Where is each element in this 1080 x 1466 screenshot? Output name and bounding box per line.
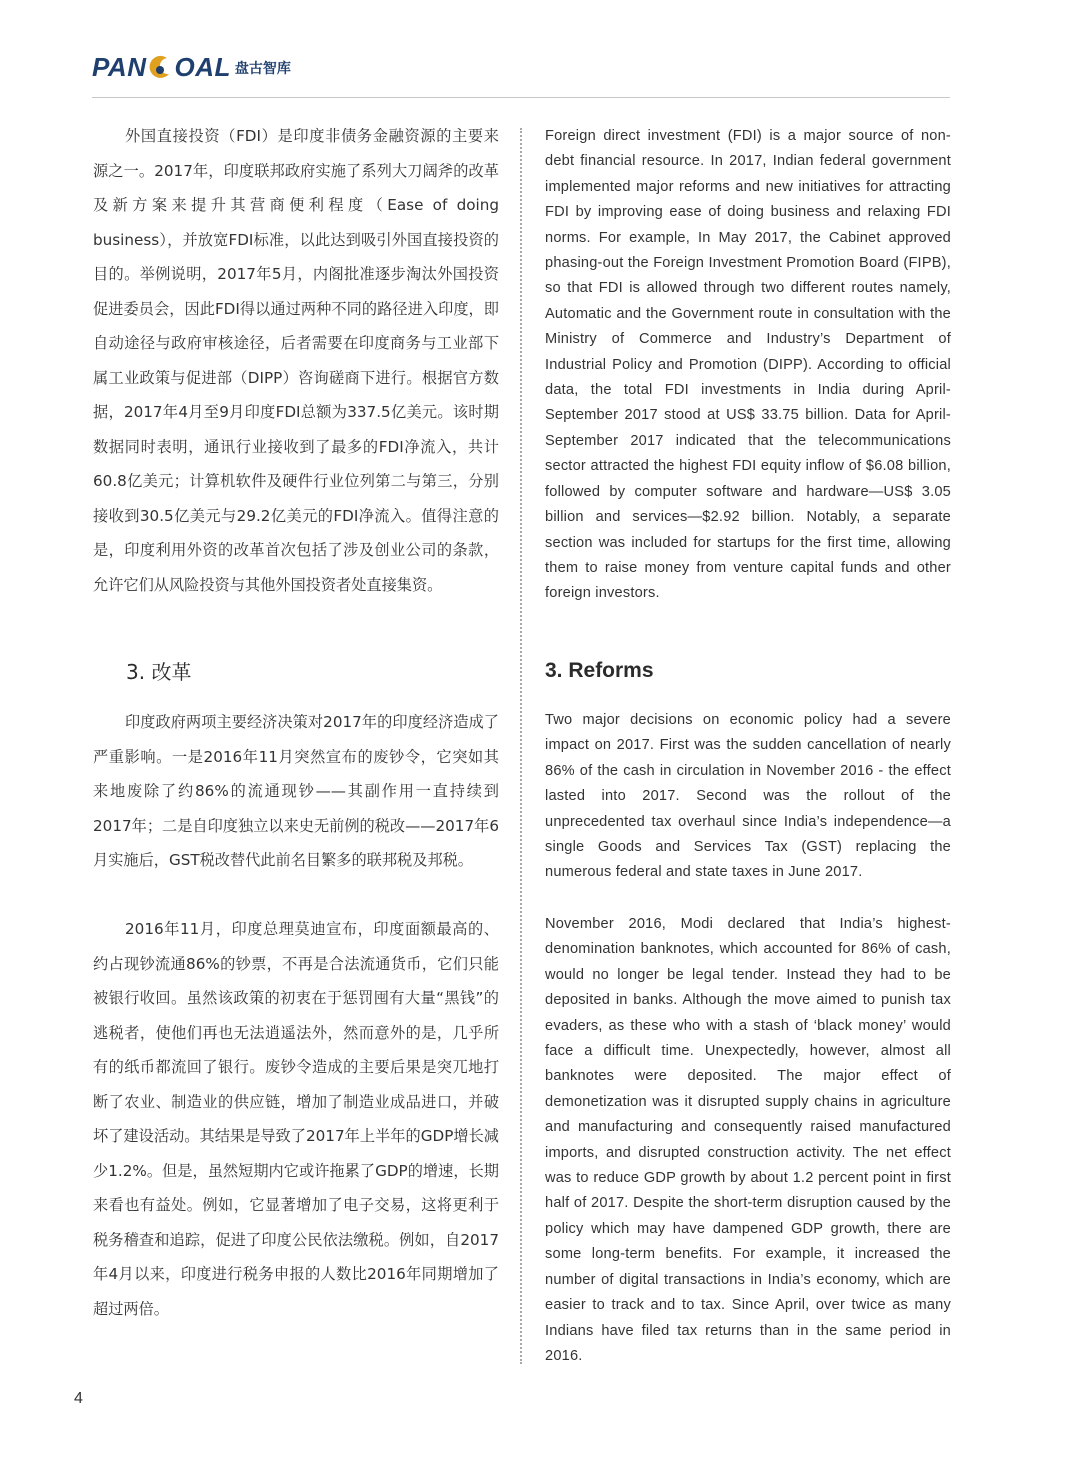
cn-paragraph-fdi: 外国直接投资（FDI）是印度非债务金融资源的主要来源之一。2017年，印度联邦政府实施了系列大刀阔斧的改革及新方案来提升其营商便利程度（Ease of doing business），并放宽FDI标准，以此达到吸引外国直接投资的目的。举例说明，2017年5月，内阁批准逐步淘汰外国投资促进委员会，因此FDI得以通过两种不同的路径进入印度，即自动途径与政府审核途径，后者需要在印度商务与工业部下属工业政策与促进部（DIPP）咨询磋商下进行。根据官方数据，2017年4月至9月印度FDI总额为337.5亿美元。该时期数据同时表明，通讯行业接收到了最多的FDI净流入，共计60.8亿美元；计算机软件及硬件行业位列第二与第三，分别接收到30.5亿美元与29.2亿美元的FDI净流入。值得注意的是，印度利用外资的改革首次包括了涉及创业公司的条款，允许它们从风险投资与其他外国投资者处直接集资。 [93, 127, 499, 594]
en-section-heading: 3. Reforms [545, 659, 654, 682]
en-paragraph-reforms: Two major decisions on economic policy had a severe impact on 2017. First was the sudden cancellation of nearly 86% of the cash in circulation in November 2016 - the effect lasted into 2017. Second was the rollout of the unprecedented tax overhaul since India’s independence—a single Goods and Services Tax (GST) replacing the numerous federal and state taxes in June 2017. [545, 712, 951, 881]
en-paragraph-demonetization: November 2016, Modi declared that India’s highest-denomination banknotes, which accounted for 86% of cash, would no longer be legal tender. Instead they had to be deposited in banks. Although the move aimed to punish tax evaders, as these who with a stash of ‘black money’ would face a difficult time. Unexpectedly, however, almost all banknotes were deposited. The major effect of demonetization was it disrupted supply chains in agriculture and manufacturing and consequently raised manufactured imports, and disrupted construction activity. The net effect was to reduce GDP growth by about 1.2 percent point in first half of 2017. Despite the short-term disruption caused by the policy which may have dampened GDP growth, there are some long-term benefits. For example, it increased the number of digital transactions in India’s economy, which are easier to track and to tax. Since April, over twice as many Indians have filed tax returns than in the same period in 2016. [545, 916, 951, 1364]
page-number: 4 [74, 1390, 83, 1407]
logo-text-right: OAL [174, 52, 231, 82]
column-divider [520, 128, 522, 1364]
crescent-logo-icon [147, 54, 173, 82]
header-divider [92, 97, 950, 98]
page-header [92, 52, 291, 92]
logo-chinese-name: 盘古智库 [234, 61, 291, 77]
cn-section-heading: 3. 改革 [126, 660, 192, 684]
en-paragraph-fdi: Foreign direct investment (FDI) is a major source of non-debt financial resource. In 2017, Indian federal government implemented major reforms and new initiatives for attracting FDI by improving ease of doing business and relaxing FDI norms. For example, In May 2017, the Cabinet approved phasing-out the Foreign Investment Promotion Board (FIPB), so that FDI is allowed through two different routes namely, Automatic and the Government route in consultation with the Ministry of Commerce and Industry’s Department of Industrial Policy and Promotion (DIPP). According to official data, the total FDI investments in India during April-September 2017 stood at US$ 33.75 billion. Data for April-September 2017 indicated that the telecommunications sector attracted the highest FDI equity inflow of $6.08 billion, followed by computer software and hardware—US$ 3.05 billion and services—$2.92 billion. Notably, a separate section was included for startups for the first time, allowing them to raise money from venture capital funds and other foreign investors. [545, 128, 951, 602]
brand-logo [92, 52, 291, 82]
cn-paragraph-demonetization: 2016年11月，印度总理莫迪宣布，印度面额最高的、约占现钞流通86%的钞票，不再是合法流通货币，它们只能被银行收回。虽然该政策的初衷在于惩罚囤有大量“黑钱”的逃税者，使他们再也无法逍遥法外，然而意外的是，几乎所有的纸币都流回了银行。废钞令造成的主要后果是突兀地打断了农业、制造业的供应链，增加了制造业成品进口，并破坏了建设活动。其结果是导致了2017年上半年的GDP增长减少1.2%。但是，虽然短期内它或许拖累了GDP的增速，长期来看也有益处。例如，它显著增加了电子交易，这将更利于税务稽查和追踪，促进了印度公民依法缴税。例如，自2017年4月以来，印度进行税务申报的人数比2016年同期增加了超过两倍。 [93, 920, 499, 1318]
cn-paragraph-reforms: 印度政府两项主要经济决策对2017年的印度经济造成了严重影响。一是2016年11月突然宣布的废钞令，它突如其来地废除了约86%的流通现钞——其副作用一直持续到2017年；二是自印度独立以来史无前例的税改——2017年6月实施后，GST税改替代此前名目繁多的联邦税及邦税。 [93, 713, 499, 869]
logo-text-left: PAN [92, 52, 147, 82]
